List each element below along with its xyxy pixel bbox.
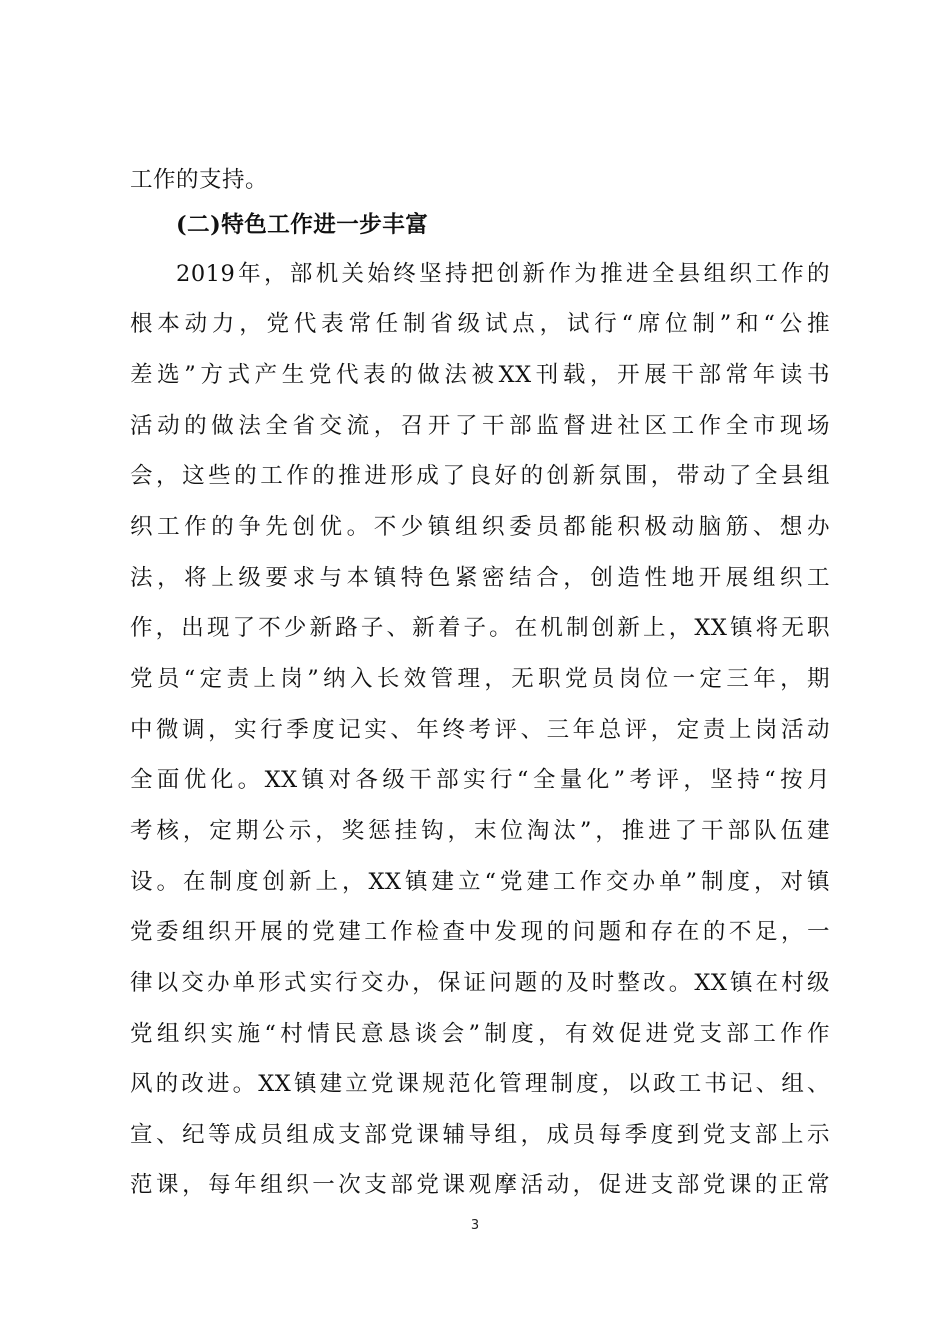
section-heading: (二)特色工作进一步丰富	[176, 212, 429, 238]
page-number: 3	[470, 1218, 480, 1233]
paragraph-line: 2019年，部机关始终坚持把创新作为推进全县组织工作的	[176, 261, 830, 287]
paragraph-line: 范课，每年组织一次支部党课观摩活动，促进支部党课的正常	[130, 1172, 830, 1198]
paragraph-line: 作，出现了不少新路子、新着子。在机制创新上，XX镇将无职	[130, 615, 830, 641]
paragraph-line: 党员“定责上岗”纳入长效管理，无职党员岗位一定三年，期	[130, 666, 830, 692]
paragraph-line: 全面优化。XX镇对各级干部实行“全量化”考评，坚持“按月	[130, 767, 830, 793]
paragraph-line: 根本动力，党代表常任制省级试点，试行“席位制”和“公推	[130, 311, 830, 337]
paragraph-line: 织工作的争先创优。不少镇组织委员都能积极动脑筋、想办	[130, 514, 830, 540]
paragraph-line: 中微调，实行季度记实、年终考评、三年总评，定责上岗活动	[130, 717, 830, 743]
paragraph-line: 风的改进。XX镇建立党课规范化管理制度，以政工书记、组、	[130, 1071, 830, 1097]
paragraph-line: 工作的支持。	[130, 167, 269, 193]
paragraph-line: 会，这些的工作的推进形成了良好的创新氛围，带动了全县组	[130, 463, 830, 489]
paragraph-line: 差选”方式产生党代表的做法被XX刊载，开展干部常年读书	[130, 362, 830, 388]
paragraph-line: 党组织实施“村情民意恳谈会”制度，有效促进党支部工作作	[130, 1021, 830, 1047]
paragraph-line: 宣、纪等成员组成支部党课辅导组，成员每季度到党支部上示	[130, 1122, 830, 1148]
paragraph-line: 活动的做法全省交流，召开了干部监督进社区工作全市现场	[130, 413, 830, 439]
paragraph-line: 设。在制度创新上，XX镇建立“党建工作交办单”制度，对镇	[130, 869, 830, 895]
paragraph-line: 律以交办单形式实行交办，保证问题的及时整改。XX镇在村级	[130, 970, 830, 996]
paragraph-line: 考核，定期公示，奖惩挂钩，末位淘汰”，推进了干部队伍建	[130, 818, 830, 844]
paragraph-line: 党委组织开展的党建工作检查中发现的问题和存在的不足，一	[130, 919, 830, 945]
paragraph-line: 法，将上级要求与本镇特色紧密结合，创造性地开展组织工	[130, 565, 830, 591]
